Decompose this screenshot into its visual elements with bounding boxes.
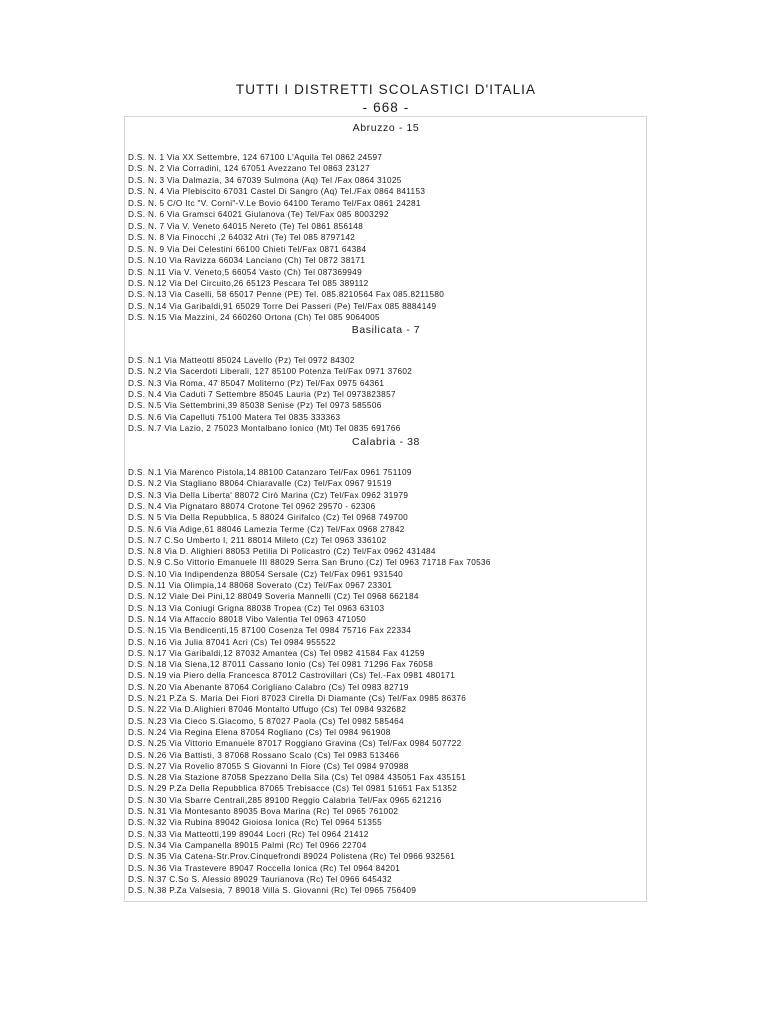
district-entry: D.S. N.9 C.So Vittorio Emanuele III 88029 Serra San Bruno (Cz) Tel 0963 71718 Fax 70536 — [128, 558, 491, 568]
district-entry: D.S. N. 4 Via Plebiscito 67031 Castel Di Sangro (Aq) Tel./Fax 0864 841153 — [128, 187, 426, 197]
region-heading: Abruzzo - 15 — [352, 122, 420, 134]
district-entry: D.S. N.11 Via Olimpia,14 88068 Soverato (Cz) Tel/Fax 0967 23301 — [128, 581, 393, 590]
district-entry: D.S. N.2 Via Sacerdoti Liberali, 127 85100 Potenza Tel/Fax 0971 37602 — [128, 367, 413, 377]
district-entry: D.S. N.3 Via Roma, 47 85047 Moliterno (Pz) Tel/Fax 0975 64361 — [128, 378, 385, 388]
district-entry: D.S. N.1 Via Marenco Pistola,14 88100 Catanzaro Tel/Fax 0961 751109 — [128, 468, 412, 477]
district-entry: D.S. N.6 Via Capelluti 75100 Matera Tel 0835 333363 — [128, 412, 341, 422]
district-entry: D.S. N.12 Via Del Circuito,26 65123 Pescara Tel 085 389112 — [128, 278, 369, 288]
district-entry: D.S. N.36 Via Trastevere 89047 Roccella Ionica (Rc) Tel 0964 84201 — [128, 863, 401, 873]
district-entry: D.S. N.8 Via D. Alighieri 88053 Petilia Di Policastro (Cz) Tel/Fax 0962 431484 — [128, 547, 436, 557]
district-entry: D.S. N.11 Via V. Veneto,5 66054 Vasto (Ch) Tel 087369949 — [128, 267, 362, 277]
district-entry: D.S. N.19 via Piero della Francesca 87012 Castrovillari (Cs) Tel.-Fax 0981 480171 — [128, 671, 456, 681]
district-entry: D.S. N. 6 Via Gramsci 64021 Giulanova (Te) Tel/Fax 085 8003292 — [128, 210, 389, 220]
district-entry: D.S. N. 8 Via Finocchi ,2 64032 Atri (Te) Tel 085 8797142 — [128, 233, 356, 243]
district-entry: D.S. N.10 Via Ravizza 66034 Lanciano (Ch) Tel 0872 38171 — [128, 256, 366, 266]
district-entry: D.S. N.31 Via Montesanto 89035 Bova Marina (Rc) Tel 0965 761002 — [128, 807, 399, 816]
district-entry: D.S. N.4 Via Pignataro 88074 Crotone Tel 0962 29570 - 62306 — [128, 501, 376, 511]
district-entry: D.S. N. 5 C/O Itc "V. Corni"-V.Le Bovio 64100 Teramo Tel/Fax 0861 24281 — [128, 198, 421, 208]
district-entry: D.S. N.22 Via D.Alighieri 87046 Montalto Uffugo (Cs) Tel 0984 932682 — [128, 705, 407, 715]
district-entry: D.S. N.20 Via Abenante 87064 Corigliano Calabro (Cs) Tel 0983 82719 — [128, 682, 409, 692]
district-entry: D.S. N.38 P.Za Valsesia, 7 89018 Villa S. Giovanni (Rc) Tel 0965 756409 — [128, 886, 417, 896]
district-entry: D.S. N.27 Via Rovelio 87055 S Giovanni In Fiore (Cs) Tel 0984 970988 — [128, 761, 409, 771]
district-entry: D.S. N.25 Via Vittorio Emanuele 87017 Roggiano Gravina (Cs) Tel/Fax 0984 507722 — [128, 739, 462, 749]
page-title: TUTTI I DISTRETTI SCOLASTICI D'ITALIA — [235, 82, 537, 97]
district-entry: D.S. N.15 Via Mazzini, 24 660260 Ortona (Ch) Tel 085 9064005 — [128, 313, 380, 323]
district-entry: D.S. N 5 Via Della Repubblica, 5 88024 Girifalco (Cz) Tel 0968 749700 — [128, 513, 409, 523]
district-entry: D.S. N.12 Viale Dei Pini,12 88049 Soveria Mannelli (Cz) Tel 0968 662184 — [128, 592, 419, 602]
district-entry: D.S. N.28 Via Stazione 87058 Spezzano Della Sila (Cs) Tel 0984 435051 Fax 435151 — [128, 773, 467, 783]
district-entry: D.S. N.32 Via Rubina 89042 Gioiosa Ionica (Rc) Tel 0964 51355 — [128, 818, 383, 828]
district-entry: D.S. N.7 Via Lazio, 2 75023 Montalbano Ionico (Mt) Tel 0835 691766 — [128, 424, 401, 434]
district-entry: D.S. N. 9 Via Dei Celestini 66100 Chieti Tel/Fax 0871 64384 — [128, 244, 367, 254]
district-entry: D.S. N.2 Via Stagliano 88064 Chiaravalle (Cz) Tel/Fax 0967 91519 — [128, 479, 392, 489]
district-entry: D.S. N.13 Via Coniugi Grigna 88038 Tropea (Cz) Tel 0963 63103 — [128, 603, 385, 613]
district-entry: D.S. N.34 Via Campanella 89015 Palmi (Rc) Tel 0966 22704 — [128, 840, 367, 850]
district-entry: D.S. N.15 Via Bendicenti,15 87100 Cosenza Tel 0984 75716 Fax 22334 — [128, 626, 412, 636]
district-entry: D.S. N.16 Via Julia 87041 Acri (Cs) Tel 0984 955522 — [128, 637, 336, 647]
district-entry: D.S. N.33 Via Matteotti,199 89044 Locri (Rc) Tel 0964 21412 — [128, 829, 369, 839]
district-entry: D.S. N. 7 Via V. Veneto 64015 Nereto (Te) Tel 0861 856148 — [128, 221, 364, 231]
region-heading: Calabria - 38 — [352, 436, 420, 448]
district-entry: D.S. N. 2 Via Corradini, 124 67051 Avezzano Tel 0863 23127 — [128, 164, 370, 174]
district-entry: D.S. N.35 Via Catena-Str.Prov.Cinquefrondi 89024 Polistena (Rc) Tel 0966 932561 — [128, 852, 456, 862]
district-entry: D.S. N.14 Via Affaccio 88018 Vibo Valentia Tel 0963 471050 — [128, 614, 367, 624]
district-entry: D.S. N.10 Via Indipendenza 88054 Sersale (Cz) Tel/Fax 0961 931540 — [128, 569, 404, 579]
district-entry: D.S. N.13 Via Caselli, 58 65017 Penne (PE) Tel. 085.8210564 Fax 085.8211580 — [128, 290, 445, 300]
district-entry: D.S. N.7 C.So Umberto I, 211 88014 Mileto (Cz) Tel 0963 336102 — [128, 535, 387, 545]
district-entry: D.S. N.17 Via Garibaldi,12 87032 Amantea (Cs) Tel 0982 41584 Fax 41259 — [128, 648, 425, 658]
district-entry: D.S. N.21 P.Za S. Maria Dei Fiori 87023 Cirella Di Diamante (Cs) Tel/Fax 0985 86376 — [128, 694, 467, 703]
district-entry: D.S. N.18 Via Siena,12 87011 Cassano Ionio (Cs) Tel 0981 71296 Fax 76058 — [128, 660, 434, 670]
district-entry: D.S. N.29 P.Za Della Repubblica 87065 Trebisacce (Cs) Tel 0981 51651 Fax 51352 — [128, 784, 458, 794]
district-entry: D.S. N.37 C.So S. Alessio 89029 Taurianova (Rc) Tel 0966 645432 — [128, 874, 392, 884]
district-entry: D.S. N.24 Via Regina Elena 87054 Rogliano (Cs) Tel 0984 961908 — [128, 727, 391, 737]
district-entry: D.S. N.3 Via Della Liberta' 88072 Cirò Marina (Cz) Tel/Fax 0962 31979 — [128, 490, 409, 500]
district-entry: D.S. N.1 Via Matteotti 85024 Lavello (Pz) Tel 0972 84302 — [128, 356, 355, 365]
district-entry: D.S. N.30 Via Sbarre Centrali,285 89100 Reggio Calabria Tel/Fax 0965 621216 — [128, 795, 442, 805]
district-entry: D.S. N. 1 Via XX Settembre, 124 67100 L'Aquila Tel 0862 24597 — [128, 153, 383, 162]
district-entry: D.S. N.26 Via Battisti, 3 87068 Rossano Scalo (Cs) Tel 0983 513466 — [128, 750, 400, 760]
district-entry: D.S. N.4 Via Caduti 7 Settembre 85045 Lauria (Pz) Tel 0973823857 — [128, 390, 396, 400]
district-entry: D.S. N. 3 Via Dalmazia, 34 67039 Sulmona (Aq) Tel /Fax 0864 31025 — [128, 175, 402, 185]
district-entry: D.S. N.23 Via Cieco S.Giacomo, 5 87027 Paola (Cs) Tel 0982 585464 — [128, 716, 404, 726]
region-heading: Basilicata - 7 — [351, 324, 421, 336]
district-entry: D.S. N.6 Via Adige,61 88046 Lamezia Terme (Cz) Tel/Fax 0968 27842 — [128, 524, 405, 534]
district-entry: D.S. N.14 Via Garibaldi,91 65029 Torre Dei Passeri (Pe) Tel/Fax 085 8884149 — [128, 301, 437, 311]
district-entry: D.S. N.5 Via Settembrini,39 85038 Senise (Pz) Tel 0973 585506 — [128, 401, 382, 411]
page-number: - 668 - — [362, 100, 410, 115]
